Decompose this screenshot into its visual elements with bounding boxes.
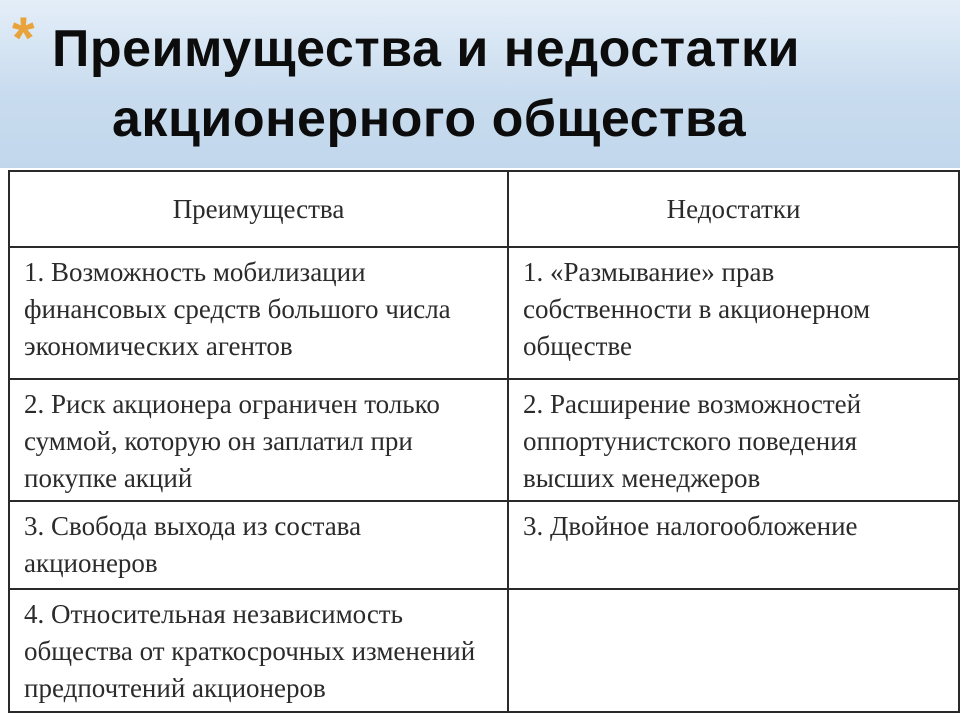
disadvantage-cell: 3. Двойное налогообложение <box>508 501 959 589</box>
advantage-cell: 3. Свобода выхода из состава акционеров <box>9 501 508 589</box>
header-disadvantages: Недостатки <box>508 171 959 247</box>
table-row <box>9 247 959 379</box>
header-advantages: Преимущества <box>9 171 508 247</box>
slide-title <box>52 14 952 154</box>
disadvantage-cell-empty <box>508 589 959 712</box>
advantage-cell: 1. Возможность мобилизации финансовых средств большого числа экономических агентов <box>9 247 508 379</box>
slide-title-line-2: акционерного общества <box>112 90 747 148</box>
disadvantage-cell: 1. «Размывание» прав собственности в акционерном обществе <box>508 247 959 379</box>
advantage-cell: 4. Относительная независимость общества от краткосрочных изменений предпочтений акционеров <box>9 589 508 712</box>
table-row <box>9 589 959 712</box>
comparison-table <box>8 170 960 713</box>
title-bullet: * <box>12 6 35 71</box>
table-row <box>9 379 959 501</box>
disadvantage-cell: 2. Расширение возможностей оппортунистского поведения высших менеджеров <box>508 379 959 501</box>
slide-title-line-1: Преимущества и недостатки <box>52 20 800 78</box>
table-row <box>9 501 959 589</box>
advantage-cell: 2. Риск акционера ограничен только суммой, которую он заплатил при покупке акций <box>9 379 508 501</box>
slide-header <box>0 0 960 168</box>
comparison-table-container <box>8 170 958 714</box>
table-header-row <box>9 171 959 247</box>
